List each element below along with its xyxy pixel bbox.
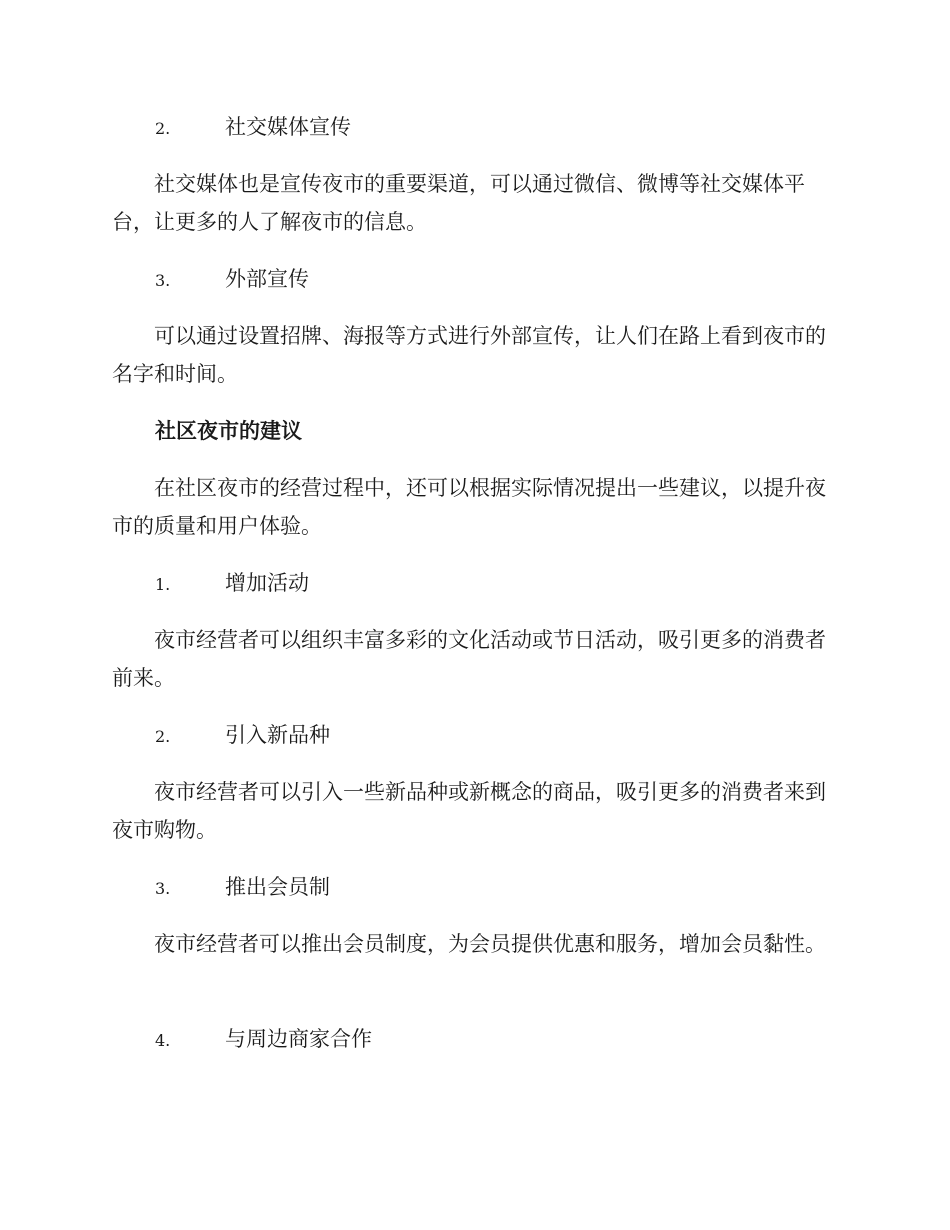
paragraph-add-activities: 夜市经营者可以组织丰富多彩的文化活动或节日活动，吸引更多的消费者前来。	[112, 628, 826, 690]
paragraph-new-varieties: 夜市经营者可以引入一些新品种或新概念的商品，吸引更多的消费者来到夜市购物。	[112, 780, 826, 842]
list-number: 1.	[155, 575, 171, 594]
list-heading-text: 外部宣传	[225, 267, 309, 291]
list-number: 3.	[155, 879, 171, 898]
list-heading-social-media	[155, 112, 351, 144]
list-heading-text: 增加活动	[225, 571, 309, 595]
list-heading-text: 与周边商家合作	[225, 1027, 372, 1051]
section-title: 社区夜市的建议	[155, 419, 302, 443]
list-number: 4.	[155, 1031, 171, 1050]
paragraph-external-promo: 可以通过设置招牌、海报等方式进行外部宣传，让人们在路上看到夜市的名字和时间。	[112, 324, 826, 386]
list-number: 2.	[155, 727, 171, 746]
list-heading-partner-merchants	[155, 1024, 372, 1056]
paragraph-membership: 夜市经营者可以推出会员制度，为会员提供优惠和服务，增加会员黏性。	[154, 932, 826, 956]
list-heading-text: 社交媒体宣传	[225, 115, 351, 139]
paragraph-suggestions-intro: 在社区夜市的经营过程中，还可以根据实际情况提出一些建议，以提升夜市的质量和用户体验。	[112, 476, 826, 538]
list-heading-new-varieties	[155, 720, 330, 752]
list-heading-membership	[155, 872, 330, 904]
list-heading-external-promo	[155, 264, 309, 296]
paragraph-social-media: 社交媒体也是宣传夜市的重要渠道，可以通过微信、微博等社交媒体平台，让更多的人了解夜市的信息。	[112, 172, 805, 234]
list-heading-text: 推出会员制	[225, 875, 330, 899]
list-number: 2.	[155, 119, 171, 138]
list-number: 3.	[155, 271, 171, 290]
list-heading-text: 引入新品种	[225, 723, 330, 747]
list-heading-add-activities	[155, 568, 309, 600]
